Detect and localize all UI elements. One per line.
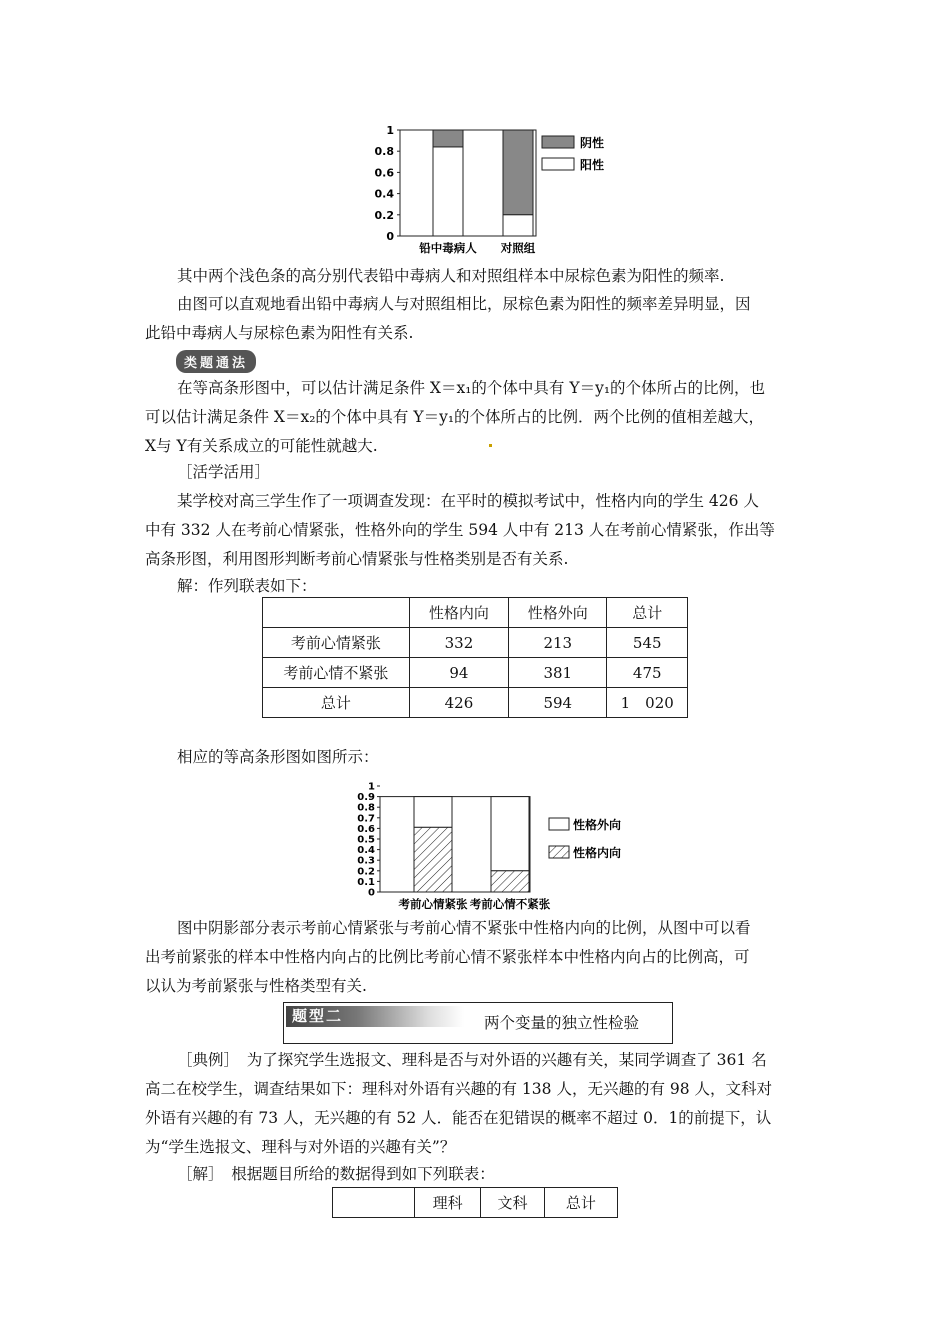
y-tick-label: 0.2 [357,866,375,878]
y-tick-label: 0.7 [357,813,375,825]
legend-label: 性格内向 [573,846,622,860]
y-tick-label: 0 [368,887,375,899]
x-category-label: 铅中毒病人 [419,241,477,255]
paragraph-4: ［活学活用］ [177,463,271,481]
paragraph-8: 图中阴影部分表示考前心情紧张与考前心情不紧张中性格内向的比例，从图中可以看 出考前紧张的样本中性格内向占的比例比考前心情不紧张样本中性格内向占的比例高，可 以认为考前紧张与性格类型有关. [145,919,751,995]
legend-swatch [542,136,574,148]
bar-negative [503,130,533,215]
stray-dot [489,444,492,447]
paragraph-3: 在等高条形图中，可以估计满足条件 X＝x₁的个体中具有 Y＝y₁的个体所占的比例，也 可以估计满足条件 X＝x₂的个体中具有 Y＝y₁的个体所占的比例．两个比例的值相差越大， X与 Y有关系成立的可能性就越大. [145,379,766,455]
paragraph-6: 解：作列联表如下： [177,577,317,595]
y-tick-label: 0.4 [374,187,394,201]
y-tick-label: 0.2 [374,208,394,222]
bar-negative [433,130,463,147]
contingency-table-1 [262,597,688,718]
table-cell [263,598,410,628]
legend-label: 阳性 [580,158,605,172]
paragraph-9: ［典例］ 为了探究学生选报文、理科是否与对外语的兴趣有关，某同学调查了 361 名 高二在校学生，调查结果如下：理科对外语有兴趣的有 138 人，无兴趣的有 98 人，文科对 外语有兴趣的有 73 人，无兴趣的有 52 人．能否在犯错误的概率不超过 0．1的前提下，认 为“学生选报文、理科与对外语的兴趣有关”？ [145,1051,773,1156]
y-tick-label: 0.9 [357,792,375,804]
y-tick-label: 0.6 [357,823,375,835]
bar-positive [433,147,463,236]
y-tick-label: 1 [368,781,375,793]
x-category-label: 考前心情不紧张 [469,897,551,911]
legend-swatch [549,846,569,858]
chart-lead-poisoning [360,120,620,260]
table-cell: 594 [509,688,607,718]
table-cell: 332 [409,628,508,658]
table-cell: 考前心情紧张 [263,628,410,658]
chart-personality [350,772,650,914]
contingency-table-2 [332,1187,618,1218]
paragraph-5: 某学校对高三学生作了一项调查发现：在平时的模拟考试中，性格内向的学生 426 人 中有 332 人在考前心情紧张，性格外向的学生 594 人中有 213 人在考前心情紧张，作出等 高条形图，利用图形判断考前心情紧张与性格类别是否有关系. [145,492,775,568]
bar-extrovert [491,797,529,871]
table-cell: 213 [509,628,607,658]
table-row [263,688,688,718]
y-tick-label: 0.4 [357,845,375,857]
section-tag: 题型二 [286,1006,464,1027]
y-tick-label: 0.5 [357,834,375,846]
bar-introvert [414,827,452,892]
table-cell: 总计 [607,598,688,628]
table-row [263,658,688,688]
x-category-label: 对照组 [500,241,536,255]
section-header [283,1002,673,1044]
y-tick-label: 0 [386,230,394,243]
paragraph-1: 其中两个浅色条的高分别代表铅中毒病人和对照组样本中尿棕色素为阳性的频率. [177,267,725,285]
y-tick-label: 0.1 [357,876,375,888]
table-cell: 性格内向 [409,598,508,628]
legend-swatch [549,818,569,830]
table-cell: 426 [409,688,508,718]
table-cell: 381 [509,658,607,688]
legend-label: 阴性 [580,136,605,150]
paragraph-7: 相应的等高条形图如图所示： [177,748,379,766]
table-cell: 理科 [414,1188,480,1218]
table-cell: 性格外向 [509,598,607,628]
method-badge: 类题通法 [176,350,256,373]
legend-swatch [542,158,574,170]
table-row [263,598,688,628]
table-cell: 考前心情不紧张 [263,658,410,688]
y-tick-label: 0.8 [357,802,375,814]
table-cell: 总计 [263,688,410,718]
section-title: 两个变量的独立性检验 [484,1014,640,1032]
y-tick-label: 0.6 [374,166,394,180]
table-cell: 1 020 [607,688,688,718]
table-cell [333,1188,415,1218]
bar-positive [503,215,533,236]
paragraph-2: 由图可以直观地看出铅中毒病人与对照组相比，尿棕色素为阳性的频率差异明显，因 此铅中毒病人与尿棕色素为阳性有关系. [145,295,751,342]
paragraph-10: ［解］ 根据题目所给的数据得到如下列联表： [177,1165,495,1183]
y-tick-label: 1 [386,124,394,137]
table-cell: 总计 [544,1188,617,1218]
table-cell: 文科 [481,1188,544,1218]
table-row [263,628,688,658]
bar-introvert [491,871,529,892]
table-cell: 475 [607,658,688,688]
y-tick-label: 0.8 [374,145,394,159]
legend-label: 性格外向 [573,818,622,832]
table-row [333,1188,618,1218]
bar-extrovert [414,797,452,828]
table-cell: 545 [607,628,688,658]
x-category-label: 考前心情紧张 [398,897,468,911]
y-tick-label: 0.3 [357,855,375,867]
table-cell: 94 [409,658,508,688]
